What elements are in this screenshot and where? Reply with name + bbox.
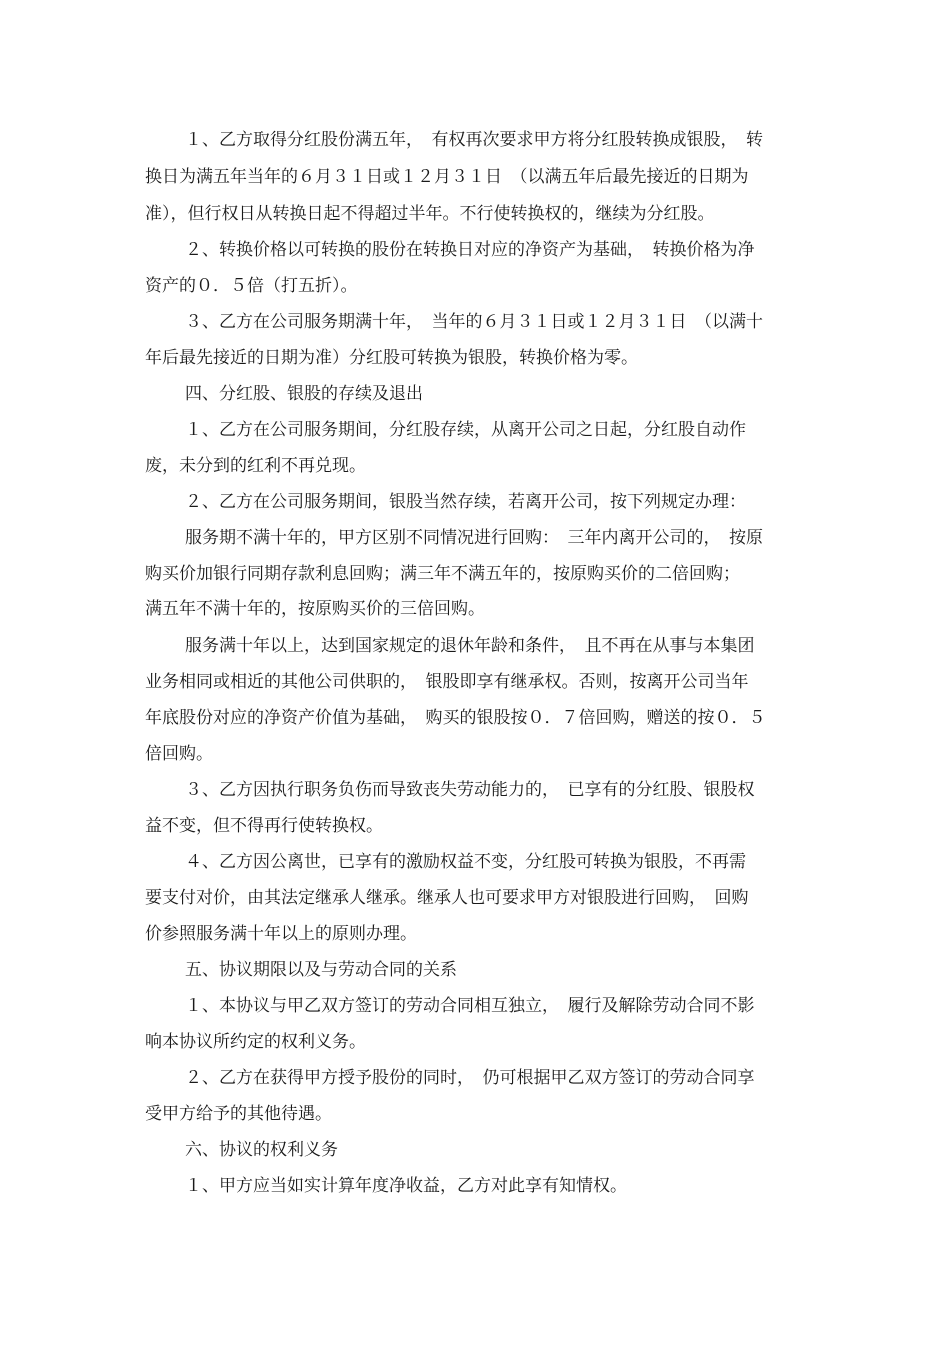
text-line: ２、乙方在公司服务期间，银股当然存续，若离开公司，按下列规定办理： bbox=[185, 492, 746, 512]
text-line: 购买价加银行同期存款利息回购；满三年不满五年的，按原购买价的二倍回购； bbox=[145, 564, 740, 584]
text-line: ２、转换价格以可转换的股份在转换日对应的净资产为基础， 转换价格为净 bbox=[185, 240, 755, 260]
text-line: １、甲方应当如实计算年度净收益，乙方对此享有知情权。 bbox=[185, 1176, 627, 1196]
section-heading: 五、协议期限以及与劳动合同的关系 bbox=[185, 960, 457, 980]
text-line: 价参照服务满十年以上的原则办理。 bbox=[145, 924, 417, 944]
text-line: ３、乙方因执行职务负伤而导致丧失劳动能力的， 已享有的分红股、银股权 bbox=[185, 780, 755, 800]
text-line: 满五年不满十年的，按原购买价的三倍回购。 bbox=[145, 599, 485, 619]
text-line: 业务相同或相近的其他公司供职的， 银股即享有继承权。否则，按离开公司当年 bbox=[145, 672, 749, 692]
text-line: 响本协议所约定的权利义务。 bbox=[145, 1032, 366, 1052]
text-line: 年后最先接近的日期为准）分红股可转换为银股，转换价格为零。 bbox=[145, 348, 638, 368]
text-line: ２、乙方在获得甲方授予股份的同时， 仍可根据甲乙双方签订的劳动合同享 bbox=[185, 1068, 755, 1088]
text-line: 废，未分到的红利不再兑现。 bbox=[145, 456, 366, 476]
text-line: 倍回购。 bbox=[145, 744, 213, 764]
text-line: ３、乙方在公司服务期满十年， 当年的６月３１日或１２月３１日 （以满十 bbox=[185, 312, 763, 332]
section-heading: 四、分红股、银股的存续及退出 bbox=[185, 384, 423, 404]
text-line: 准），但行权日从转换日起不得超过半年。不行使转换权的，继续为分红股。 bbox=[145, 204, 715, 224]
text-line: ４、乙方因公离世，已享有的激励权益不变，分红股可转换为银股，不再需 bbox=[185, 852, 746, 872]
section-heading: 六、协议的权利义务 bbox=[185, 1140, 338, 1160]
text-line: １、本协议与甲乙双方签订的劳动合同相互独立， 履行及解除劳动合同不影 bbox=[185, 996, 755, 1016]
text-line: 受甲方给予的其他待遇。 bbox=[145, 1104, 332, 1124]
text-line: 资产的０．５倍（打五折）。 bbox=[145, 276, 358, 296]
text-line: 年底股份对应的净资产价值为基础， 购买的银股按０．７倍回购，赠送的按０．５ bbox=[145, 708, 766, 728]
text-line: １、乙方在公司服务期间，分红股存续，从离开公司之日起，分红股自动作 bbox=[185, 420, 746, 440]
text-line: １、乙方取得分红股份满五年， 有权再次要求甲方将分红股转换成银股， 转 bbox=[185, 130, 763, 150]
text-line: 服务期不满十年的，甲方区别不同情况进行回购： 三年内离开公司的， 按原 bbox=[185, 528, 763, 548]
text-line: 要支付对价，由其法定继承人继承。继承人也可要求甲方对银股进行回购， 回购 bbox=[145, 888, 749, 908]
text-line: 换日为满五年当年的６月３１日或１２月３１日 （以满五年后最先接近的日期为 bbox=[145, 167, 749, 187]
text-line: 益不变，但不得再行使转换权。 bbox=[145, 816, 383, 836]
text-line: 服务满十年以上，达到国家规定的退休年龄和条件， 且不再在从事与本集团 bbox=[185, 636, 755, 656]
